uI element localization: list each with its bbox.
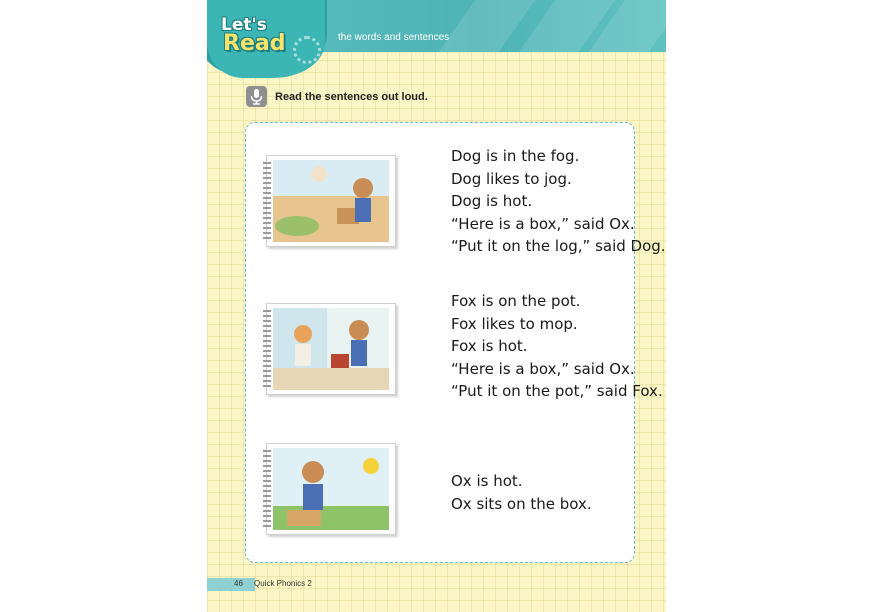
story-1-picture xyxy=(266,155,396,247)
story-line: “Put it on the log,” said Dog. xyxy=(451,237,666,255)
story-line: Dog likes to jog. xyxy=(451,169,572,188)
badge-title-lets: Let's xyxy=(221,15,267,35)
story-3-text xyxy=(451,470,592,515)
story-line: “Here is a box,” said Ox. xyxy=(451,359,635,378)
header-subtitle: the words and sentences xyxy=(338,32,450,43)
microphone-icon xyxy=(246,86,267,107)
story-line: Dog is hot. xyxy=(451,192,533,210)
story-line: “Here is a box,” said Ox. xyxy=(451,214,635,233)
story-2-text xyxy=(451,290,663,403)
book-title: Quick Phonics 2 xyxy=(254,579,312,588)
gear-icon xyxy=(293,36,321,64)
story-line: Fox is on the pot. xyxy=(451,292,581,310)
story-line: Fox likes to mop. xyxy=(451,314,578,333)
story-line: Dog is in the fog. xyxy=(451,147,580,165)
story-line: Ox is hot. xyxy=(451,472,523,490)
story-1-text xyxy=(451,145,666,258)
book-page xyxy=(207,0,666,612)
badge-title-read: Read xyxy=(223,31,286,56)
story-line: Ox sits on the box. xyxy=(451,494,592,513)
reading-panel xyxy=(245,122,666,563)
story-line: Fox is hot. xyxy=(451,337,528,355)
instruction-text: Read the sentences out loud. xyxy=(275,91,428,103)
footer-band xyxy=(207,578,255,591)
story-3-picture xyxy=(266,443,396,535)
story-line: “Put it on the pot,” said Fox. xyxy=(451,382,663,400)
story-2-picture xyxy=(266,303,396,395)
page-number: 46 xyxy=(234,579,243,588)
